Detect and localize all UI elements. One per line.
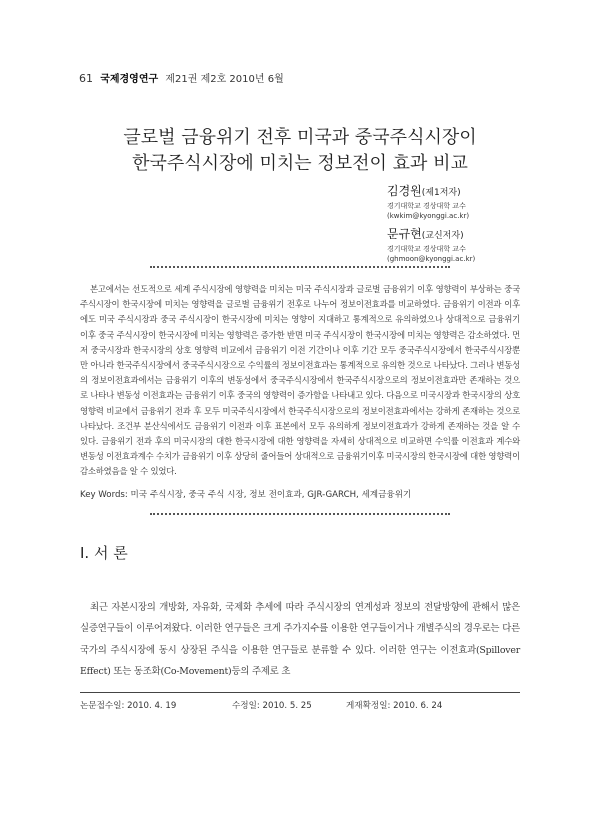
author-role: (교신저자) [421,231,464,241]
journal-name: 국제경영연구 [100,74,159,85]
author-block-corresponding [387,223,475,263]
author-name: 김경원 [387,184,422,198]
author-affiliation: 경기대학교 경상대학 교수 [387,202,466,210]
journal-volume: 제21권 제2호 2010년 6월 [165,74,284,85]
author-block-first [387,180,469,220]
author-name: 문규현 [387,227,422,241]
abstract-paragraph: 본고에서는 선도적으로 세계 주식시장에 영향력을 미치는 미국 주식시장과 글로벌 금융위기 이후 영향력이 부상하는 중국 주식시장이 한국시장에 미치는 영향력을 글로벌 금융위기 전후로 나누어 정보이전효과를 비교하였다. 금융위기 이전과 이후에도 미국 주식시장과 중국 주식시장이 한국시장에 미치는 영향이 지대하고 통계적으로 유의하였으나 상대적으로 금융위기 이후 중국 주식시장이 한국시장에 미치는 영향력은 증가한 반면 미국 주식시장이 한국시장에 미치는 영향력은 감소하였다. 먼저 중국시장과 한국시장의 상호 영향력 비교에서 금융위기 이전 기간이나 이후 기간 모두 중국주식시장에서 한국주식시장뿐만 아니라 한국주식시장에서 중국주식시장으로 수익률의 정보이전효과는 통계적으로 유의한 것으로 나타났다. 그러나 변동성의 정보이전효과에서는 금융위기 이후의 변동성에서 중국주식시장에서 한국주식시장으로의 정보이전효과만 존재하는 것으로 나타나 변동성 이전효과는 금융위기 이후 중국의 영향력이 증가함을 나타내고 있다. 다음으로 미국시장과 한국시장의 상호 영향력 비교에서 금융위기 전과 후 모두 미국주식시장에서 한국주식시장으로의 정보이전효과에서는 강하게 존재하는 것으로 나타났다. 조건부 분산식에서도 금융위기 이전과 이후 표본에서 모두 유의하게 정보이전효과가 강하게 존재하는 것을 알 수 있다. 금융위기 전과 후의 미국시장의 대한 한국시장에 대한 영향력을 자세히 상대적으로 비교하면 수익률 이전효과 계수와 변동성 이전효과계수 수치가 금융위기 이후 상당히 줄어들어 상대적으로 금융위기이후 미국시장의 한국시장에 대한 영향력이 감소하였음을 알 수 있었다. [80,284,520,477]
dotted-divider-bottom [150,513,450,515]
received-date: 논문접수일: 2010. 4. 19 [80,701,177,711]
running-header [79,70,284,85]
keywords-line: Key Words: 미국 주식시장, 중국 주식 시장, 정보 전이효과, GJR-GARCH, 세계금융위기 [80,490,412,500]
author-email: (ghmoon@kyonggi.ac.kr) [387,255,476,263]
author-affiliation: 경기대학교 경상대학 교수 [387,245,466,253]
footnote-rule [80,692,520,693]
page-number: 61 [79,72,93,85]
accepted-date: 게재확정일: 2010. 6. 24 [346,701,443,711]
dotted-divider-top [150,266,450,268]
section-heading: Ⅰ. 서 론 [80,544,128,562]
intro-paragraph: 최근 자본시장의 개방화, 자유화, 국제화 추세에 따라 주식시장의 연계성과 정보의 전달방향에 관해서 많은 실증연구들이 이루어져왔다. 이러한 연구들은 크게 주가지수를 이용한 연구들이거나 개별주식의 경우로는 다른 국가의 주식시장에 동시 상장된 주식을 이용한 연구들로 분류할 수 있다. 이러한 연구는 이전효과(Spillover Effect) 또는 동조화(Co-Movement)등의 주제로 초 [80,602,520,678]
author-email: (kwkim@kyonggi.ac.kr) [387,212,470,220]
author-role: (제1저자) [421,188,461,198]
paper-title-line-2: 한국주식시장에 미치는 정보전이 효과 비교 [132,153,468,174]
paper-title-line-1: 글로벌 금융위기 전후 미국과 중국주식시장이 [123,127,477,148]
revised-date: 수정일: 2010. 5. 25 [232,701,312,711]
